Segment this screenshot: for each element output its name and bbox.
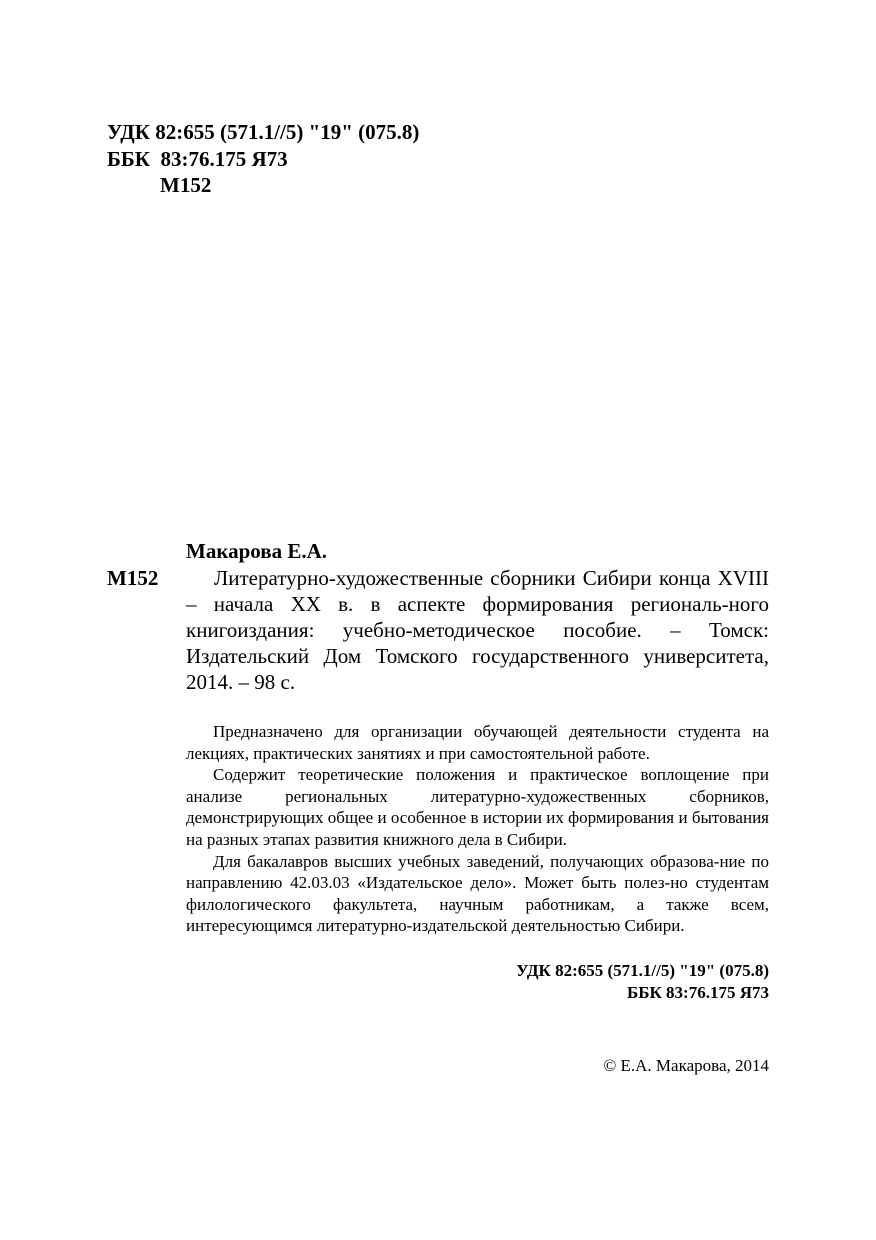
classification-block [107, 119, 419, 199]
bbk-code: ББК 83:76.175 Я73 [107, 146, 288, 171]
annotation [186, 721, 769, 937]
annotation-udk: УДК 82:655 (571.1//5) "19" (075.8) [516, 961, 769, 980]
annotation-bbk: ББК 83:76.175 Я73 [627, 982, 769, 1002]
entry-body [107, 565, 769, 695]
annotation-paragraph: Для бакалавров высших учебных заведений, получающих образова-ние по направлению 42.03.03 «Издательское дело». Может быть полез-но студентам филологического факультета, научным работникам, а также всем, интересующимся литературно-издательской деятельностью Сибири. [186, 851, 769, 936]
annotation-classification [516, 960, 769, 1003]
entry-author: Макарова Е.А. [186, 539, 328, 563]
bibliographic-entry [107, 538, 769, 695]
annotation-paragraph: Предназначено для организации обучающей деятельности студента на лекциях, практических занятиях и при самостоятельной работе. [186, 722, 769, 763]
entry-description: Литературно-художественные сборники Сибири конца XVIII – начала XX в. в аспекте формирования региональ-ного книгоиздания: учебно-методическое пособие. – Томск: Издательский Дом Томского государственного университета, 2014. – 98 с. [186, 566, 769, 694]
author-mark: М152 [160, 173, 212, 197]
annotation-paragraph: Содержит теоретические положения и практическое воплощение при анализе региональных литературно-художественных сборников, демонстрирующих общее и особенное в истории их формирования и бытования на разных этапах развития книжного дела в Сибири. [186, 765, 769, 849]
udk-code: УДК 82:655 (571.1//5) "19" (075.8) [107, 120, 420, 144]
entry-author-mark: М152 [107, 566, 159, 590]
copyright: © Е.А. Макарова, 2014 [603, 1056, 769, 1075]
